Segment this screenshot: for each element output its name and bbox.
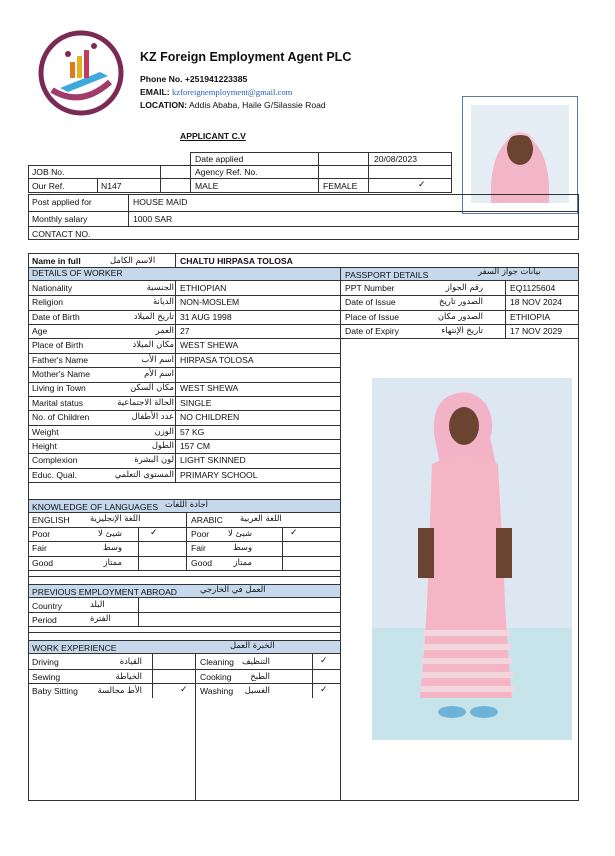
worker-field-label: Marital status [32,397,84,408]
row-divider [28,410,341,411]
languages-header-ar: اجادة اللغات [165,499,208,509]
company-location-line [140,100,326,111]
passport-field-label: Date of Issue [345,297,396,308]
worker-field-label-ar: تاريخ الميلاد [133,310,174,321]
skill-label-ar: الخياطة [115,670,142,681]
passport-field-value: 18 NOV 2024 [510,297,563,308]
row-divider [28,570,341,571]
row-divider [28,453,341,454]
worker-field-label-ar: مكان السكن [130,382,174,393]
skill-label: Baby Sitting [32,686,78,696]
arabic-level-label: Poor [191,529,210,539]
worker-field-label: Living in Town [32,383,86,394]
passport-header-ar: بيانات جواز السفر [478,266,541,276]
worker-field-value: WEST SHEWA [180,383,239,394]
skill-check: ✓ [320,685,328,695]
skill-label: Driving [32,657,59,667]
skill-check: ✓ [320,656,328,666]
worker-field-label: Date of Birth [32,311,80,322]
row-divider [28,295,341,296]
salary-value: 1000 SAR [133,214,173,224]
english-level-check: ✓ [150,528,158,538]
row-divider [28,439,341,440]
skill-label: Sewing [32,671,61,682]
passport-field-label: Place of Issue [345,311,399,322]
worker-field-value: 57 KG [180,426,205,437]
location-value: Addis Ababa, Haile G/Silassie Road [189,100,326,110]
row-divider [340,338,579,339]
passport-field-label-ar: رقم الجواز [445,282,483,292]
worker-field-value: ETHIOPIAN [180,283,227,293]
female-label: FEMALE [323,181,358,191]
row-divider [28,382,341,383]
row-divider [28,482,341,483]
our-ref-label: Our Ref. [32,181,65,191]
country-label: Country [32,601,63,611]
english-level-label: Good [32,557,54,568]
english-label-ar: اللغة الإنجليزية [90,513,141,523]
row-divider [28,353,341,354]
period-label: Period [32,615,57,625]
work-header-label: WORK EXPERIENCE [32,643,117,653]
company-name: KZ Foreign Employment Agent PLC [140,50,352,64]
lang-col-divider [186,513,187,570]
worker-field-label-ar: لون البشرة [134,454,174,465]
passport-field-label: Date of Expiry [345,326,399,337]
agency-ref-label: Agency Ref. No. [195,167,258,177]
passport-field-value: 17 NOV 2029 [510,326,563,337]
worker-field-value: WEST SHEWA [180,340,239,351]
english-level-label-ar: وسط [102,542,122,553]
worker-field-label-ar: الوزن [154,425,174,436]
worker-field-label: Father's Name [32,354,89,365]
worker-field-label: Age [32,326,48,337]
english-label: ENGLISH [32,515,70,525]
arabic-level-label-ar: وسط [232,542,252,553]
worker-field-label-ar: الطول [151,439,174,450]
skill-label-ar: الأط مجالسة [97,685,142,695]
languages-header-label: KNOWLEDGE OF LANGUAGES [32,502,159,512]
previous-header-label: PREVIOUS EMPLOYMENT ABROAD [32,587,178,597]
skill-check: ✓ [180,685,188,695]
passport-field-value: ETHIOPIA [510,311,551,322]
our-ref-value: N147 [101,181,122,191]
email-label: EMAIL: [140,87,170,97]
skill-label: Cleaning [200,657,234,667]
worker-field-label: Complexion [32,455,78,466]
row-divider [28,425,341,426]
period-label-ar: الفترة [90,613,111,623]
worker-field-label: Religion [32,297,64,308]
arabic-level-check: ✓ [290,528,298,538]
worker-field-label-ar: العمر [155,325,174,336]
country-label-ar: البلد [90,599,105,609]
english-level-label-ar: شيئ لا [98,528,122,538]
salary-label: Monthly salary [32,214,88,224]
worker-field-value: 31 AUG 1998 [180,311,232,322]
date-applied-label: Date applied [195,154,244,164]
row-divider [28,324,341,325]
arabic-level-label-ar: ممتاز [233,556,252,567]
skill-label-ar: التنظيف [242,656,270,666]
post-value: HOUSE MAID [133,197,188,207]
worker-field-label-ar: مكان الميلاد [132,339,174,350]
male-label: MALE [195,181,219,191]
date-applied-value: 20/08/2023 [374,154,418,164]
worker-field-label-ar: الديانة [153,296,174,307]
passport-field-label: PPT Number [345,283,395,293]
email-link[interactable]: kzforeignemployment@gmail.com [172,87,293,97]
worker-field-label-ar: عدد الأطفال [131,411,174,422]
post-section [28,194,579,240]
passport-field-label-ar: الصدور مكان [437,310,483,321]
worker-field-label: Place of Birth [32,340,84,351]
worker-field-value: NO CHILDREN [180,412,240,423]
skill-label-ar: القيادة [119,656,142,666]
female-check: ✓ [418,180,426,190]
lang-col-divider [138,527,139,570]
location-label: LOCATION: [140,100,188,110]
arabic-label: ARABIC [191,515,223,525]
worker-field-label-ar: الجنسية [146,282,174,292]
english-level-label-ar: ممتاز [103,556,122,567]
worker-field-value: 27 [180,326,190,337]
worker-field-label-ar: اسم الأب [141,353,174,364]
row-divider [28,338,341,339]
english-level-label: Fair [32,543,47,554]
contact-label: CONTACT NO. [32,229,91,239]
worker-field-value: LIGHT SKINNED [180,455,246,466]
work-col-divider [312,654,313,698]
applicant-full-photo [372,378,572,740]
row-divider [28,310,341,311]
work-col-divider [152,654,153,698]
worker-field-value: HIRPASA TOLOSA [180,354,254,365]
arabic-level-label: Good [191,557,213,568]
worker-header-label: DETAILS OF WORKER [32,268,123,278]
cv-title: APPLICANT C.V [180,131,246,141]
arabic-label-ar: اللغة العربية [240,513,282,523]
job-no-label: JOB No. [32,167,65,177]
worker-field-label-ar: الحالة الاجتماعية [117,396,174,407]
row-divider [28,669,341,670]
company-phone: Phone No. +251941223385 [140,74,248,84]
worker-field-label: Weight [32,426,59,437]
passport-field-label-ar: الصدور تاريخ [439,296,483,307]
worker-field-value: SINGLE [180,397,212,408]
previous-header-ar: العمل في الخارجي [200,584,266,594]
passport-header-label: PASSPORT DETAILS [345,270,429,280]
worker-field-label: Nationality [32,283,73,293]
post-label: Post applied for [32,197,92,207]
row-divider [28,396,341,397]
skill-label-ar: الطبخ [250,670,270,681]
worker-field-value: NON-MOSLEM [180,297,240,308]
company-email-line [140,87,292,98]
row-divider [28,468,341,469]
english-level-label: Poor [32,529,51,539]
lang-col-divider [282,527,283,570]
passport-field-label-ar: تاريخ الإنتهاء [441,325,483,336]
name-label: Name in full [32,256,81,266]
skill-label: Washing [200,686,234,696]
row-divider [28,367,341,368]
row-divider [28,683,341,684]
worker-field-label-ar: المستوى التعلمي [114,468,174,479]
name-value: CHALTU HIRPASA TOLOSA [180,256,293,266]
skill-label: Cooking [200,671,232,682]
arabic-level-label-ar: شيئ لا [228,528,252,538]
worker-field-value: 157 CM [180,440,211,451]
arabic-level-label: Fair [191,543,206,554]
passport-col-divider [505,281,506,338]
name-label-ar: الاسم الكامل [110,255,156,265]
worker-field-value: PRIMARY SCHOOL [180,469,258,480]
worker-field-label: No. of Children [32,412,90,423]
worker-field-label: Educ. Qual. [32,469,77,480]
skill-label-ar: الغسيل [244,685,270,695]
worker-field-label-ar: اسم الأم [144,368,174,379]
work-header-ar: الخبرة العمل [230,640,275,650]
worker-field-label: Height [32,440,57,451]
worker-col-divider [175,281,176,482]
worker-field-label: Mother's Name [32,369,90,380]
passport-field-value: EQ1125604 [510,283,556,293]
company-logo [38,30,124,116]
